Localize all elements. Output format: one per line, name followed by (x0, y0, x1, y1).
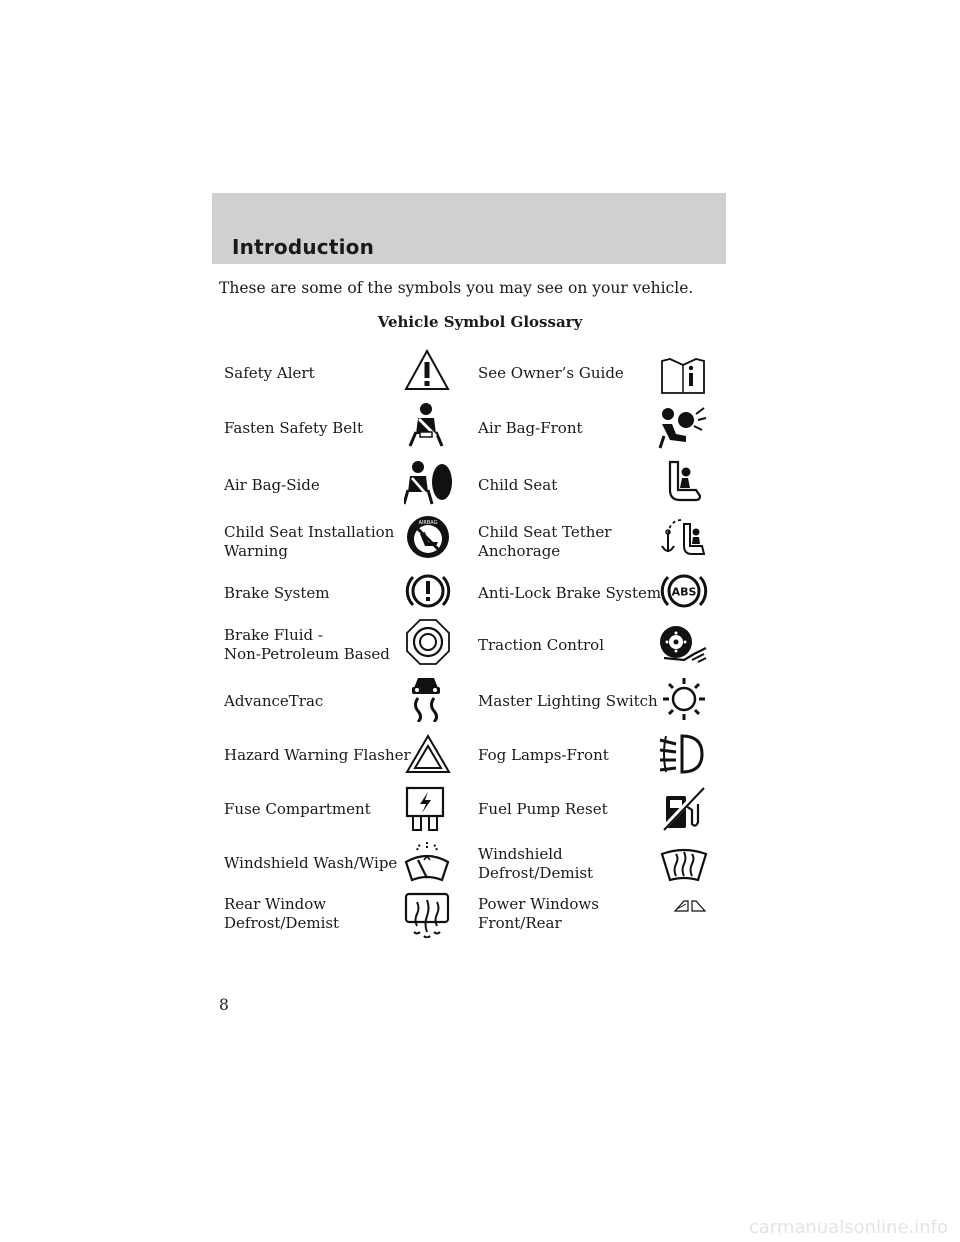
owners-guide-icon (660, 355, 706, 395)
hazard-icon (405, 734, 451, 774)
label-brake-system: Brake System (224, 584, 330, 602)
power-windows-icon (674, 897, 706, 913)
child-seat-warning-icon (405, 514, 451, 560)
fuse-icon (405, 786, 445, 832)
label-wash-wipe: Windshield Wash/Wipe (224, 854, 398, 872)
safety-alert-icon (404, 349, 450, 391)
label-safety-alert: Safety Alert (224, 364, 315, 382)
label-rear-defrost: Rear Window Defrost/Demist (224, 895, 340, 932)
label-power-windows: Power Windows Front/Rear (478, 895, 599, 932)
label-child-seat-warning: Child Seat Installation Warning (224, 523, 395, 560)
advancetrac-icon (406, 674, 446, 722)
watermark: carmanualsonline.info (748, 1217, 948, 1238)
label-fuel-pump-reset: Fuel Pump Reset (478, 800, 608, 818)
seat-belt-icon (406, 402, 446, 450)
label-lighting-switch: Master Lighting Switch (478, 692, 658, 710)
page-number: 8 (219, 996, 229, 1014)
abs-text: ABS (671, 585, 697, 599)
label-abs: Anti-Lock Brake System (478, 584, 662, 602)
lighting-switch-icon (660, 676, 708, 722)
label-hazard-flasher: Hazard Warning Flasher (224, 746, 411, 764)
label-fasten-safety-belt: Fasten Safety Belt (224, 419, 364, 437)
air-bag-front-icon (658, 406, 708, 450)
label-tether-anchorage: Child Seat Tether Anchorage (478, 523, 612, 560)
label-traction-control: Traction Control (478, 636, 604, 654)
label-advancetrac: AdvanceTrac (224, 692, 324, 710)
header-band (212, 193, 726, 264)
label-child-seat: Child Seat (478, 476, 558, 494)
label-windshield-defrost: Windshield Defrost/Demist (478, 845, 594, 882)
label-fog-lamps: Fog Lamps-Front (478, 746, 609, 764)
label-brake-fluid: Brake Fluid - Non-Petroleum Based (224, 626, 390, 663)
fuel-pump-reset-icon (660, 786, 706, 832)
airbag-arc-text: AIRBAG (418, 520, 438, 526)
label-owners-guide: See Owner’s Guide (478, 364, 624, 382)
page-title: Introduction (232, 235, 375, 259)
tether-anchor-icon (660, 516, 708, 560)
traction-control-icon (658, 624, 708, 668)
glossary-title: Vehicle Symbol Glossary (377, 313, 583, 331)
fog-lamps-icon (658, 732, 704, 776)
brake-fluid-icon (405, 618, 451, 666)
child-seat-icon (662, 460, 702, 506)
rear-defrost-icon (404, 892, 450, 938)
label-air-bag-side: Air Bag-Side (224, 476, 320, 494)
air-bag-side-icon (404, 458, 454, 506)
label-fuse-compartment: Fuse Compartment (224, 800, 371, 818)
intro-text: These are some of the symbols you may see on your vehicle. (219, 279, 694, 297)
wash-wipe-icon (402, 838, 452, 886)
windshield-defrost-icon (660, 846, 708, 884)
abs-icon (660, 568, 708, 614)
brake-system-icon (405, 568, 451, 614)
label-air-bag-front: Air Bag-Front (478, 419, 583, 437)
